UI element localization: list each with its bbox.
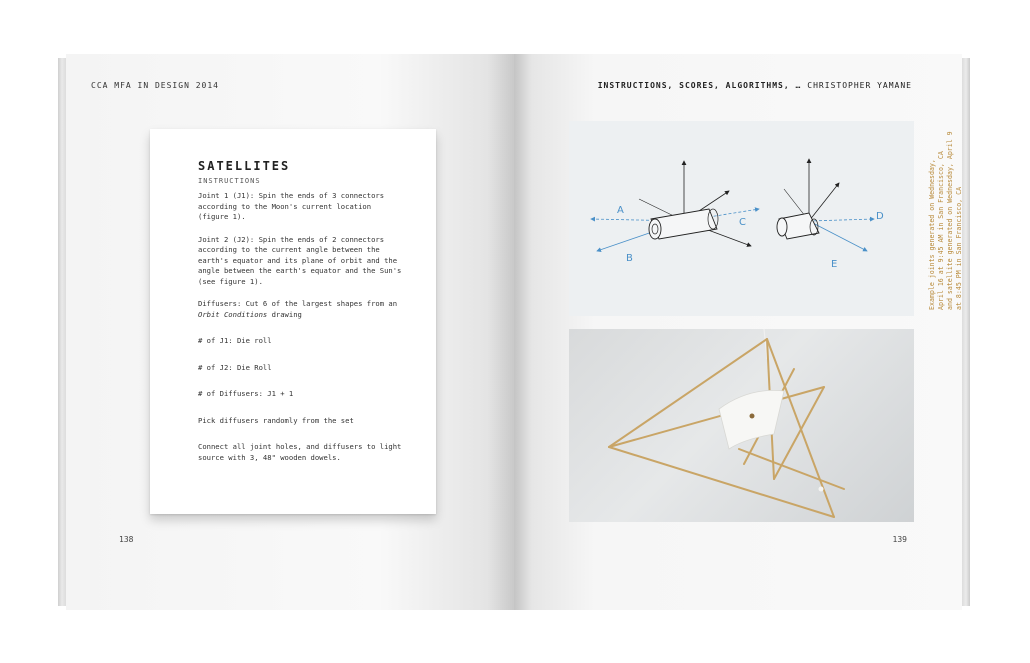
instruction-j1-count: # of J1: Die roll <box>198 336 272 345</box>
label-a: A <box>617 205 624 216</box>
instruction-diffuser-count: # of Diffusers: J1 + 1 <box>198 389 294 398</box>
figure-caption-vertical <box>928 120 964 310</box>
joint2-drawing <box>777 159 874 251</box>
left-running-head: CCA MFA IN DESIGN 2014 <box>91 81 219 90</box>
right-running-head <box>598 81 912 90</box>
label-c: C <box>739 217 746 228</box>
instruction-card <box>150 129 436 514</box>
card-title: SATELLITES <box>198 159 291 173</box>
diffusers-italic: Orbit Conditions <box>198 309 268 319</box>
instruction-pick: Pick diffusers randomly from the set <box>198 415 354 425</box>
card-body <box>198 191 403 475</box>
left-page <box>66 54 514 610</box>
instruction-diffusers <box>198 299 403 320</box>
right-page-number: 139 <box>892 535 907 544</box>
instruction-connect: Connect all joint holes, and diffusers to light source with 3, 48" wooden dowels. <box>198 442 402 462</box>
label-b: B <box>626 253 633 264</box>
right-running-head-title: INSTRUCTIONS, SCORES, ALGORITHMS, … <box>597 81 802 90</box>
right-page <box>514 54 962 610</box>
diffusers-text: Diffusers: Cut 6 of the largest shapes from an <box>198 299 398 308</box>
caption-line-2: April 16 at 9:45 AM in San Francisco, CA <box>937 151 945 310</box>
instruction-joint1: Joint 1 (J1): Spin the ends of 3 connectors according to the Moon's current location (figure 1). <box>198 191 385 221</box>
open-book <box>58 54 970 610</box>
joint-diagram-svg <box>569 121 914 316</box>
joint-diagram-figure <box>569 121 914 316</box>
author-name: CHRISTOPHER YAMANE <box>807 81 912 90</box>
label-d: D <box>876 211 884 222</box>
instruction-j2-count: # of J2: Die Roll <box>198 362 272 372</box>
satellite-photo <box>569 329 914 522</box>
left-page-number: 138 <box>119 535 134 544</box>
card-subtitle: INSTRUCTIONS <box>198 177 261 185</box>
diffusers-tail: drawing <box>271 309 302 319</box>
caption-line-1: Example joints generated on Wednesday, <box>928 159 936 310</box>
satellite-sculpture-svg <box>569 329 914 522</box>
caption-line-3: and satellite generated on Wednesday, April 9 <box>946 131 954 310</box>
caption-line-4: at 8:45 PM in San Francisco, CA <box>955 186 963 310</box>
instruction-joint2: Joint 2 (J2): Spin the ends of 2 connectors according to the current angle between the earth's equator and its plane of orbit and the angle between the earth's equator and the Sun's (see figure 1). <box>198 234 402 286</box>
label-e: E <box>831 259 838 270</box>
